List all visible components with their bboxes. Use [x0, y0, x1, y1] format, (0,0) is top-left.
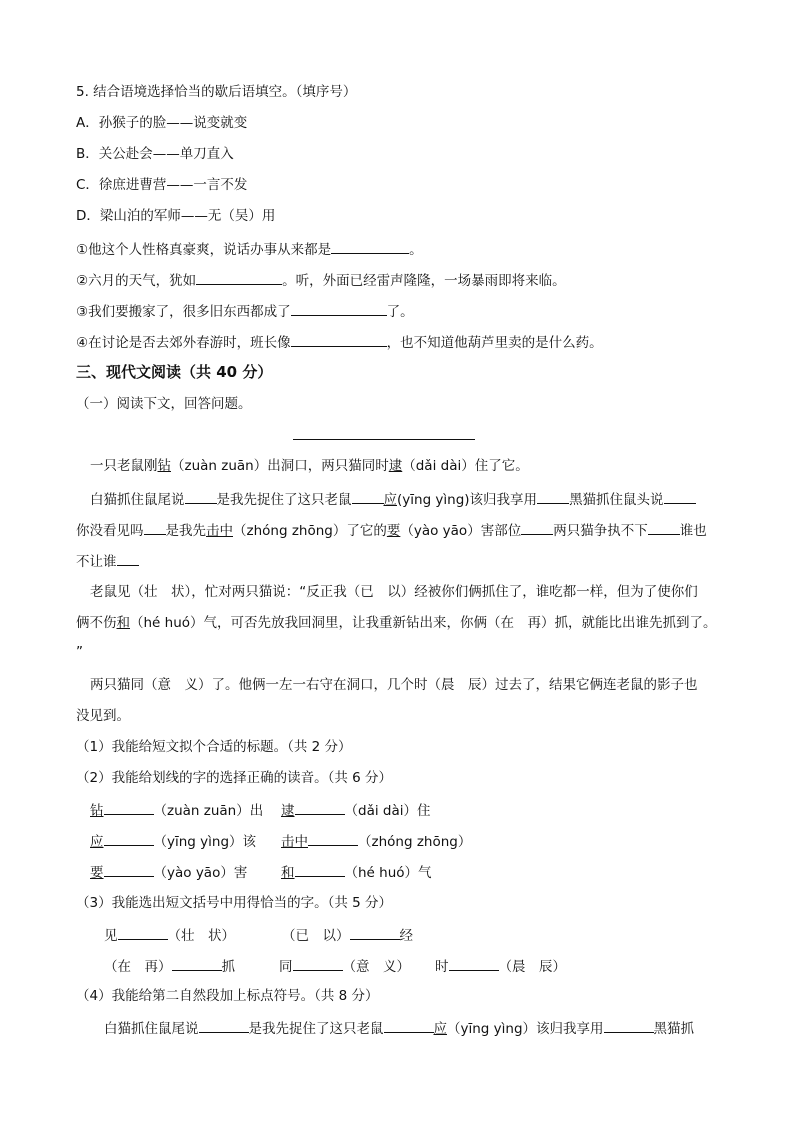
passage-paragraph-2-line-1: 白猫抓住鼠尾说 是我先捉住了这只老鼠 应(yīng yìng)该归我享用 黑猫抓住鼠头说 [90, 489, 696, 509]
char-choice-item: 时 （晨 辰） [435, 956, 566, 976]
question-3: （3）我能选出短文括号中用得恰当的字。（共 5 分） [76, 895, 393, 911]
punct-blank[interactable] [604, 1018, 654, 1033]
question-2: （2）我能给划线的字的选择正确的读音。（共 6 分） [76, 770, 393, 786]
char-choice-item: （已 以） 经 [282, 925, 413, 945]
q5-stem: 5. 结合语境选择恰当的歇后语填空。（填序号） [76, 84, 357, 100]
question-4: （4）我能给第二自然段加上标点符号。（共 8 分） [76, 988, 379, 1004]
punct-blank[interactable] [117, 551, 139, 566]
passage-paragraph-3-line-2: 俩不伤和（hé huó）气，可否先放我回洞里，让我重新钻出来，你俩（在 再）抓，就能比出谁先抓到了。 [76, 615, 717, 631]
section-subheading: （一）阅读下文，回答问题。 [76, 396, 252, 412]
punct-blank[interactable] [144, 520, 166, 535]
char-choice-item: 同 （意 义） [279, 956, 410, 976]
q5-item-1: ①他这个人性格真豪爽，说话办事从来都是 。 [76, 239, 423, 259]
answer-blank[interactable] [350, 925, 400, 940]
punct-blank[interactable] [521, 520, 553, 535]
q5-option-d: D．梁山泊的军师——无（吴）用 [76, 208, 276, 224]
q5-item-4: ④在讨论是否去郊外春游时，班长像 ，也不知道他葫芦里卖的是什么药。 [76, 332, 603, 352]
q5-option-b: B．关公赴会——单刀直入 [76, 146, 234, 162]
punct-blank[interactable] [648, 520, 680, 535]
answer-blank[interactable] [104, 831, 154, 846]
answer-blank[interactable] [295, 862, 345, 877]
answer-blank[interactable] [196, 270, 282, 285]
answer-blank[interactable] [118, 925, 168, 940]
punct-blank[interactable] [352, 489, 384, 504]
answer-blank[interactable] [293, 956, 343, 971]
question-4-text: 白猫抓住鼠尾说 是我先捉住了这只老鼠 应（yīng yìng）该归我享用 黑猫抓 [104, 1018, 694, 1038]
answer-blank[interactable] [449, 956, 499, 971]
punct-blank[interactable] [384, 1018, 434, 1033]
answer-blank[interactable] [295, 800, 345, 815]
answer-blank[interactable] [104, 862, 154, 877]
passage-paragraph-4-line-2: 没见到。 [76, 708, 130, 724]
q5-item-3: ③我们要搬家了，很多旧东西都成了 了。 [76, 301, 414, 321]
pinyin-item: 钻 （zuàn zuān）出 [90, 800, 263, 820]
answer-blank[interactable] [104, 800, 154, 815]
passage-paragraph-3-line-1: 老鼠见（壮 状），忙对两只猫说：“反正我（已 以）经被你们俩抓住了，谁吃都一样，但为了使你们 [90, 584, 698, 600]
q5-option-c: C．徐庶进曹营——一言不发 [76, 177, 248, 193]
punct-blank[interactable] [664, 489, 696, 504]
answer-blank[interactable] [172, 956, 222, 971]
answer-blank[interactable] [308, 831, 358, 846]
pinyin-item: 击中 （zhóng zhōng） [281, 831, 471, 851]
passage-paragraph-3-line-3: ” [76, 644, 83, 660]
pinyin-item: 逮 （dǎi dài）住 [281, 800, 430, 820]
punct-blank[interactable] [537, 489, 569, 504]
punct-blank[interactable] [185, 489, 217, 504]
pinyin-item: 应 （yīng yìng）该 [90, 831, 256, 851]
answer-blank[interactable] [291, 301, 387, 316]
passage-paragraph-2-line-2: 你没看见吗 是我先击中（zhóng zhōng）了它的要（yào yāo）害部位 两只猫争执不下 谁也 [76, 520, 707, 540]
passage-paragraph-2-line-3: 不让谁 [76, 551, 139, 571]
char-choice-item: （在 再） 抓 [104, 956, 235, 976]
q5-item-2: ②六月的天气，犹如 。听，外面已经雷声隆隆，一场暴雨即将来临。 [76, 270, 566, 290]
passage-paragraph-1: 一只老鼠刚钻（zuàn zuān）出洞口，两只猫同时逮（dǎi dài）住了它。 [90, 458, 529, 474]
pinyin-item: 和 （hé huó）气 [281, 862, 432, 882]
question-1: （1）我能给短文拟个合适的标题。（共 2 分） [76, 739, 352, 755]
answer-blank[interactable] [331, 239, 409, 254]
pinyin-item: 要 （yào yāo）害 [90, 862, 247, 882]
section-heading: 三、现代文阅读（共 40 分） [76, 363, 273, 381]
passage-paragraph-4-line-1: 两只猫同（意 义）了。他俩一左一右守在洞口，几个时（晨 辰）过去了，结果它俩连老鼠的影子也 [90, 677, 698, 693]
title-blank-line[interactable] [293, 439, 475, 440]
punct-blank[interactable] [199, 1018, 249, 1033]
answer-blank[interactable] [291, 332, 387, 347]
q5-option-a: A．孙猴子的脸——说变就变 [76, 115, 248, 131]
char-choice-item: 见 （壮 状） [104, 925, 235, 945]
